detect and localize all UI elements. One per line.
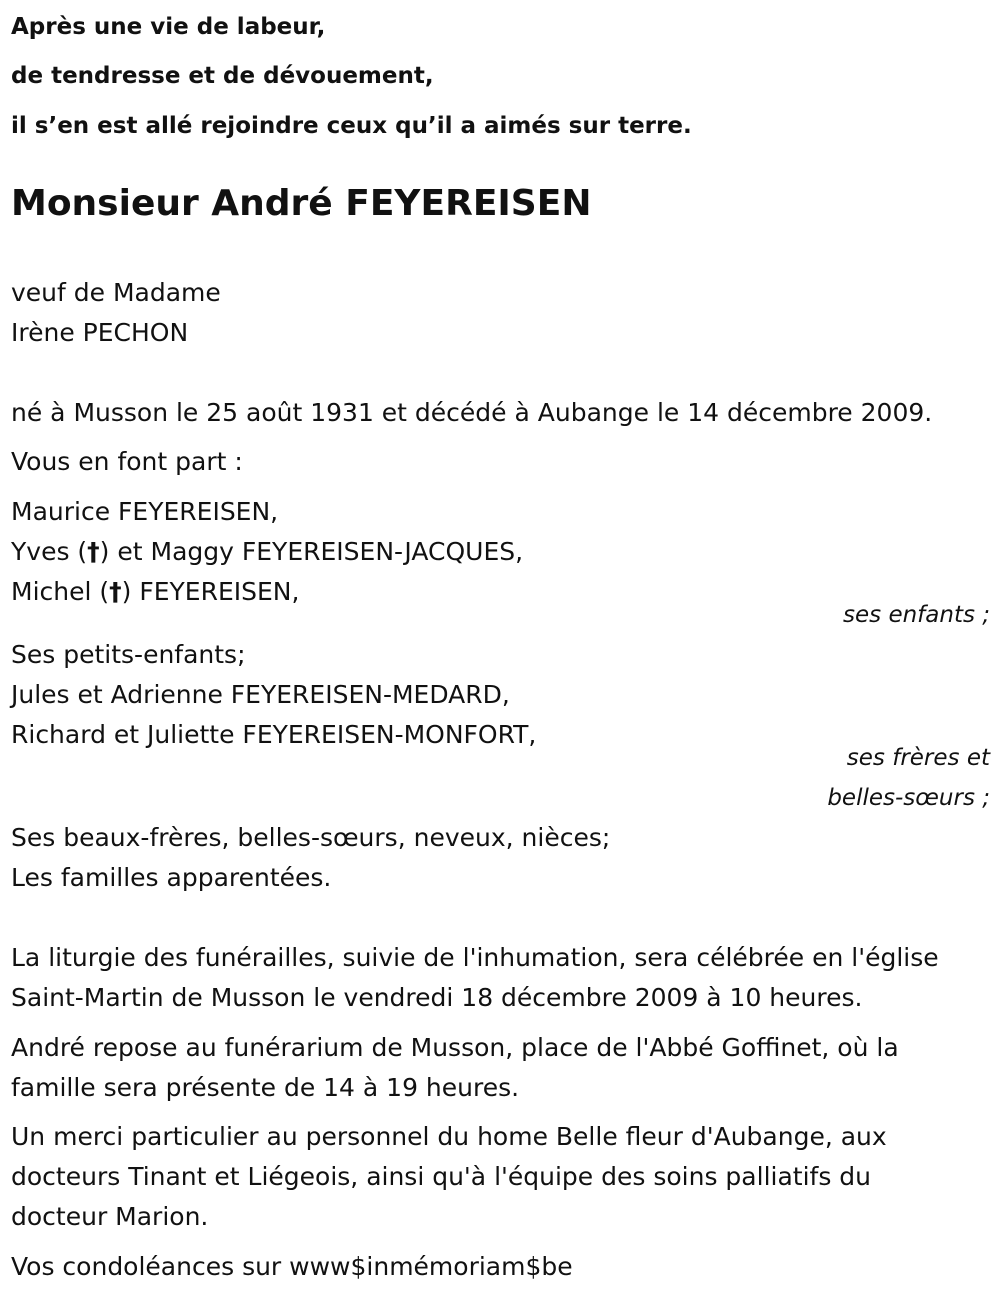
others-line-1: Ses beaux-frères, belles-sœurs, neveux, nièces; bbox=[11, 823, 611, 852]
liturgy-line-2: Saint-Martin de Musson le vendredi 18 décembre 2009 à 10 heures. bbox=[11, 983, 863, 1012]
widower-line-2: Irène PECHON bbox=[11, 318, 189, 347]
sibling-2: Richard et Juliette FEYEREISEN-MONFORT, bbox=[11, 720, 537, 749]
siblings-role-1: ses frères et bbox=[846, 745, 990, 771]
intro-line-1: Après une vie de labeur, bbox=[11, 14, 326, 40]
children-role: ses enfants ; bbox=[843, 602, 990, 628]
birth-death: né à Musson le 25 août 1931 et décédé à Aubange le 14 décembre 2009. bbox=[11, 398, 933, 427]
intro-line-3: il s’en est allé rejoindre ceux qu’il a aimés sur terre. bbox=[11, 113, 692, 139]
others-line-2: Les familles apparentées. bbox=[11, 863, 332, 892]
announce: Vous en font part : bbox=[11, 447, 243, 476]
child-3: Michel (†) FEYEREISEN, bbox=[11, 577, 300, 606]
cross-icon: † bbox=[109, 577, 122, 606]
deceased-name: Monsieur André FEYEREISEN bbox=[11, 183, 592, 224]
cross-icon: † bbox=[87, 537, 100, 566]
condolences: Vos condoléances sur www$inmémoriam$be bbox=[11, 1252, 573, 1281]
reposes-line-1: André repose au funérarium de Musson, place de l'Abbé Goffinet, où la bbox=[11, 1033, 899, 1062]
child-1: Maurice FEYEREISEN, bbox=[11, 497, 279, 526]
sibling-1: Jules et Adrienne FEYEREISEN-MEDARD, bbox=[11, 680, 510, 709]
thanks-line-2: docteurs Tinant et Liégeois, ainsi qu'à l'équipe des soins palliatifs du bbox=[11, 1162, 872, 1191]
widower-line-1: veuf de Madame bbox=[11, 278, 221, 307]
child-2: Yves (†) et Maggy FEYEREISEN-JACQUES, bbox=[11, 537, 524, 566]
siblings-role-2: belles-sœurs ; bbox=[827, 785, 990, 811]
reposes-line-2: famille sera présente de 14 à 19 heures. bbox=[11, 1073, 520, 1102]
intro-line-2: de tendresse et de dévouement, bbox=[11, 63, 434, 89]
grandchildren-label: Ses petits-enfants; bbox=[11, 640, 246, 669]
thanks-line-3: docteur Marion. bbox=[11, 1202, 209, 1231]
liturgy-line-1: La liturgie des funérailles, suivie de l'inhumation, sera célébrée en l'église bbox=[11, 943, 939, 972]
thanks-line-1: Un merci particulier au personnel du home Belle fleur d'Aubange, aux bbox=[11, 1122, 887, 1151]
